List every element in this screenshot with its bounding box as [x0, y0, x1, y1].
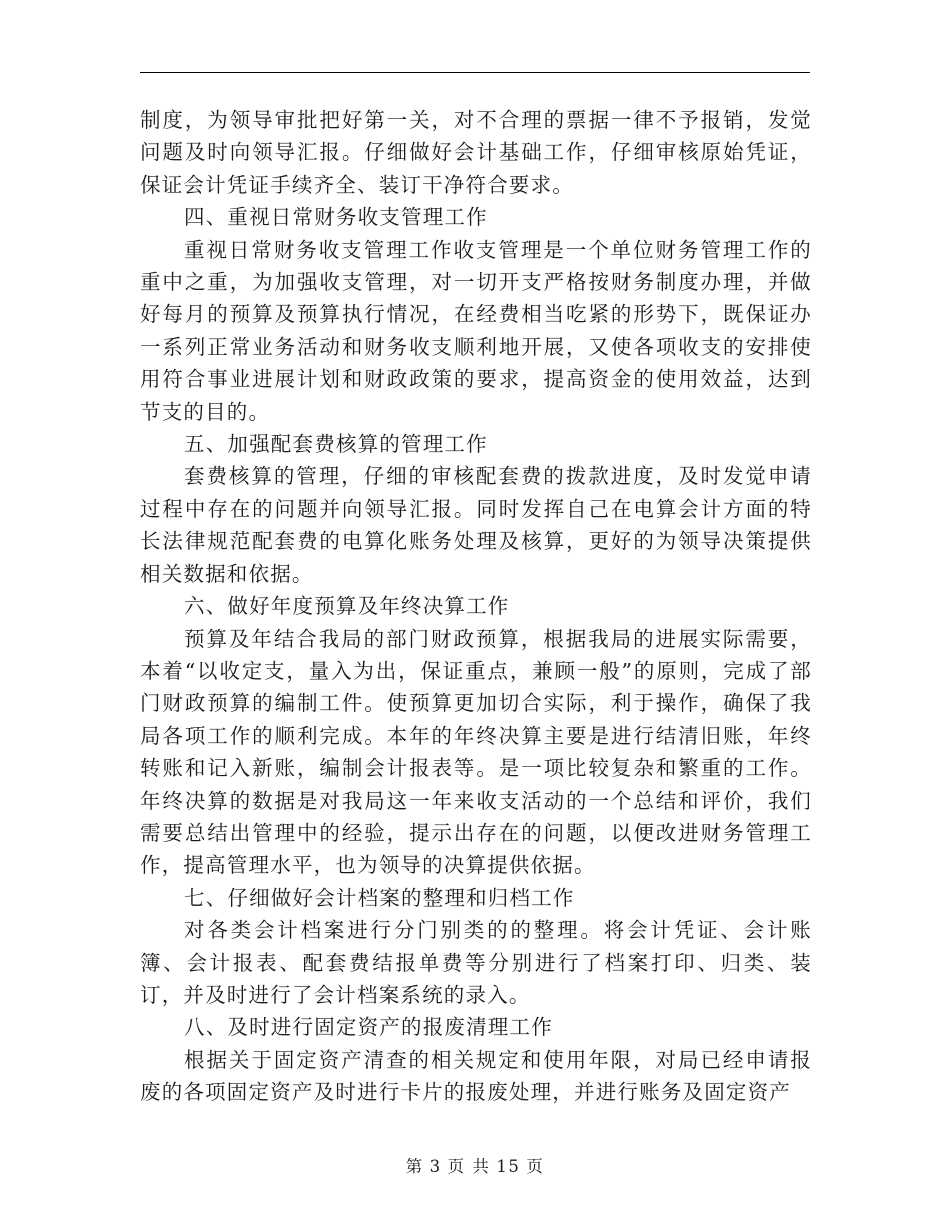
section-heading-8: 八、及时进行固定资产的报废清理工作 [184, 1015, 553, 1040]
section-heading-5: 五、加强配套费核算的管理工作 [184, 432, 488, 457]
paragraph-section-6: 预算及年结合我局的部门财政预算，根据我局的进展实际需要，本着“以收定支，量入为出，保证重点，兼顾一般”的原则，完成了部门财政预算的编制工件。使预算更加切合实际，利于操作，确保了我局各项工作的顺利完成。本年的年终决算主要是进行结清旧账，年终转账和记入新账，编制会计报表等。是一项比较复杂和繁重的工作。年终决算的数据是对我局这一年来收支活动的一个总结和评价，我们需要总结出管理中的经验，提示出存在的问题，以便改进财务管理工作，提高管理水平，也为领导的决算提供依据。 [140, 626, 812, 878]
section-heading-6: 六、做好年度预算及年终决算工作 [184, 594, 510, 619]
footer-page-total: 15 [496, 1157, 521, 1176]
section-heading-7: 七、仔细做好会计档案的整理和归档工作 [184, 885, 575, 910]
paragraph-section-7: 对各类会计档案进行分门别类的的整理。将会计凭证、会计账簿、会计报表、配套费结报单费等分别进行了档案打印、归类、装订，并及时进行了会计档案系统的录入。 [140, 918, 812, 1007]
footer-suffix: 页 [526, 1157, 545, 1176]
section-heading-4: 四、重视日常财务收支管理工作 [184, 205, 488, 230]
footer-mid: 页 共 [447, 1157, 491, 1176]
paragraph-section-4: 重视日常财务收支管理工作收支管理是一个单位财务管理工作的重中之重，为加强收支管理，对一切开支严格按财务制度办理，并做好每月的预算及预算执行情况，在经费相当吃紧的形势下，既保证办一系列正常业务活动和财务收支顺利地开展，又使各项收支的安排使用符合事业进展计划和财政政策的要求，提高资金的使用效益，达到节支的目的。 [140, 237, 812, 424]
paragraph-section-5: 套费核算的管理，仔细的审核配套费的拨款进度，及时发觉申请过程中存在的问题并向领导汇报。同时发挥自己在电算会计方面的特长法律规范配套费的电算化账务处理及核算，更好的为领导决策提供相关数据和依据。 [140, 464, 812, 586]
page-footer [0, 1153, 950, 1177]
footer-page-number: 3 [429, 1157, 442, 1176]
paragraph-section-8: 根据关于固定资产清查的相关规定和使用年限，对局已经申请报废的各项固定资产及时进行卡片的报废处理，并进行账务及固定资产 [140, 1047, 812, 1105]
footer-prefix: 第 [405, 1157, 424, 1176]
header-rule [140, 72, 810, 73]
paragraph-continuation: 制度，为领导审批把好第一关，对不合理的票据一律不予报销，发觉问题及时向领导汇报。仔细做好会计基础工作，仔细审核原始凭证，保证会计凭证手续齐全、装订干净符合要求。 [140, 108, 812, 197]
document-body [140, 104, 812, 1109]
